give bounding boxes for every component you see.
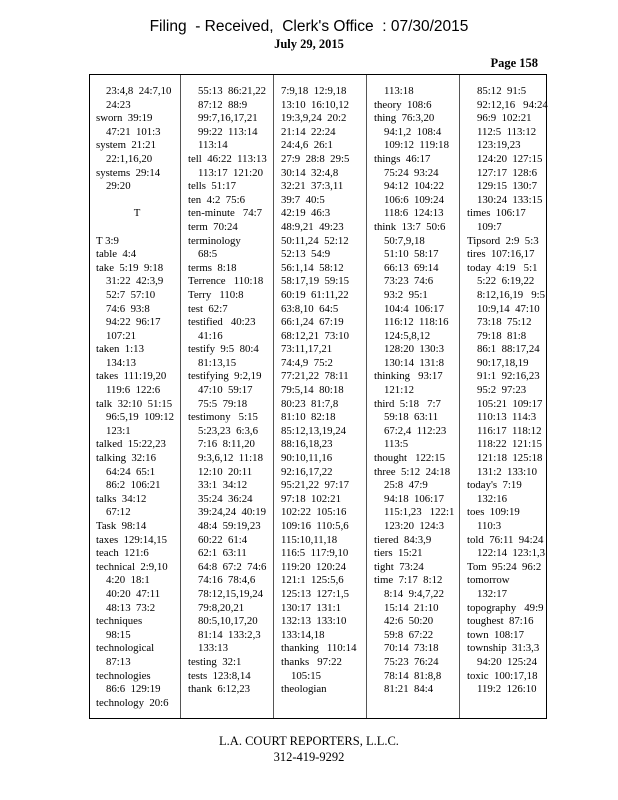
filing-stamp: Filing - Received, Clerk's Office : 07/30/2015 bbox=[149, 18, 469, 35]
index-reference-line: 122:14 123:1,3 bbox=[477, 547, 546, 560]
index-reference-line: 50:7,9,18 bbox=[384, 234, 425, 247]
index-entry-line: told 76:11 94:24 bbox=[467, 533, 544, 546]
index-reference-line: 86:2 106:21 bbox=[106, 479, 161, 492]
index-entry-line: 90:10,11,16 bbox=[281, 452, 333, 465]
index-entry-line: 102:22 105:16 bbox=[281, 506, 347, 519]
index-reference-line: 116:12 118:16 bbox=[384, 316, 449, 329]
index-reference-line: 64:24 65:1 bbox=[106, 465, 156, 478]
index-entry-line: terms 8:18 bbox=[188, 261, 237, 274]
index-entry-line: technology 20:6 bbox=[96, 696, 169, 709]
index-reference-line: 123:20 124:3 bbox=[384, 520, 444, 532]
index-reference-line: 60:22 61:4 bbox=[198, 533, 248, 546]
index-entry-line: tiered 84:3,9 bbox=[374, 533, 432, 546]
index-reference-line: 51:10 58:17 bbox=[384, 248, 439, 261]
index-entry-line: topography 49:9 bbox=[467, 601, 544, 614]
index-entry-line: technologies bbox=[96, 669, 151, 682]
index-entry-line: 79:5,14 80:18 bbox=[281, 384, 344, 397]
index-reference-line: 86:6 129:19 bbox=[106, 683, 161, 696]
index-reference-line: 24:23 bbox=[106, 98, 131, 111]
index-reference-line: 91:1 92:16,23 bbox=[477, 370, 540, 383]
index-reference-line: 25:8 47:9 bbox=[384, 479, 428, 492]
index-reference-line: 132:16 bbox=[477, 492, 507, 505]
index-reference-line: 47:10 59:17 bbox=[198, 384, 253, 397]
index-reference-line: 35:24 36:24 bbox=[198, 492, 253, 505]
index-entry-line: Terrence 110:18 bbox=[188, 275, 264, 288]
index-reference-line: 31:22 42:3,9 bbox=[106, 275, 164, 288]
index-entry-line: 125:13 127:1,5 bbox=[281, 587, 350, 600]
index-reference-line: 12:10 20:11 bbox=[198, 465, 253, 478]
index-reference-line: 130:24 133:15 bbox=[477, 193, 543, 206]
index-reference-line: 78:12,15,19,24 bbox=[198, 587, 264, 600]
index-entry-line: 77:21,22 78:11 bbox=[281, 370, 349, 383]
index-reference-line: 75:24 93:24 bbox=[384, 166, 439, 179]
index-entry-line: time 7:17 8:12 bbox=[374, 574, 443, 587]
index-reference-line: 78:14 81:8,8 bbox=[384, 669, 442, 682]
index-entry-line: testify 9:5 80:4 bbox=[188, 343, 259, 356]
index-entry-line: testifying 9:2,19 bbox=[188, 370, 262, 383]
word-index-box bbox=[89, 74, 547, 719]
document-date: July 29, 2015 bbox=[274, 37, 344, 51]
index-reference-line: 79:18 81:8 bbox=[477, 329, 527, 342]
index-entry-line: talk 32:10 51:15 bbox=[96, 397, 173, 410]
index-entry-line: 119:20 120:24 bbox=[281, 560, 346, 573]
index-entry-line: testified 40:23 bbox=[188, 316, 256, 329]
index-reference-line: 79:8,20,21 bbox=[198, 601, 245, 614]
index-reference-line: 22:1,16,20 bbox=[106, 152, 153, 165]
index-entry-line: township 31:3,3 bbox=[467, 642, 540, 655]
index-entry-line: tomorrow bbox=[467, 574, 510, 587]
index-entry-line: 74:4,9 75:2 bbox=[281, 356, 333, 369]
index-entry-line: 21:14 22:24 bbox=[281, 125, 336, 138]
index-reference-line: 133:13 bbox=[198, 642, 228, 655]
index-entry-line: 73:11,17,21 bbox=[281, 343, 333, 356]
index-reference-line: 94:22 96:17 bbox=[106, 316, 161, 329]
index-reference-line: 105:15 bbox=[291, 669, 321, 682]
index-reference-line: 94:18 106:17 bbox=[384, 492, 444, 505]
index-entry-line: 116:5 117:9,10 bbox=[281, 547, 349, 560]
index-reference-line: 48:13 73:2 bbox=[106, 601, 156, 614]
index-entry-line: terminology bbox=[188, 234, 241, 247]
index-reference-line: 85:12 91:5 bbox=[477, 85, 527, 97]
index-reference-line: 109:12 119:18 bbox=[384, 139, 449, 152]
index-entry-line: take 5:19 9:18 bbox=[96, 261, 164, 274]
index-entry-line: tiers 15:21 bbox=[374, 547, 423, 560]
index-reference-line: 118:22 121:15 bbox=[477, 438, 542, 451]
index-entry-line: ten 4:2 75:6 bbox=[188, 193, 245, 206]
index-entry-line: 39:7 40:5 bbox=[281, 193, 325, 206]
index-reference-line: 39:24,24 40:19 bbox=[198, 506, 267, 519]
index-entry-line: 58:17,19 59:15 bbox=[281, 275, 350, 288]
index-entry-line: 115:10,11,18 bbox=[281, 533, 338, 546]
index-reference-line: 59:8 67:22 bbox=[384, 628, 434, 641]
index-entry-line: think 13:7 50:6 bbox=[374, 220, 446, 233]
index-reference-line: 134:13 bbox=[106, 356, 136, 369]
index-entry-line: 30:14 32:4,8 bbox=[281, 166, 339, 179]
index-reference-line: 93:2 95:1 bbox=[384, 288, 428, 301]
index-entry-line: Tom 95:24 96:2 bbox=[467, 560, 542, 573]
index-reference-line: 96:5,19 109:12 bbox=[106, 411, 175, 424]
index-reference-line: 130:14 131:8 bbox=[384, 356, 444, 369]
index-entry-line: 48:9,21 49:23 bbox=[281, 220, 344, 233]
index-entry-line: 32:21 37:3,11 bbox=[281, 180, 344, 193]
index-entry-line: toxic 100:17,18 bbox=[467, 669, 538, 682]
index-reference-line: 86:1 88:17,24 bbox=[477, 343, 540, 356]
index-reference-line: 59:18 63:11 bbox=[384, 411, 439, 424]
index-reference-line: 121:12 bbox=[384, 384, 414, 397]
index-reference-line: 4:20 18:1 bbox=[106, 574, 150, 587]
index-reference-line: 64:8 67:2 74:6 bbox=[198, 560, 267, 573]
index-reference-line: 112:5 113:12 bbox=[477, 125, 537, 138]
index-entry-line: third 5:18 7:7 bbox=[374, 397, 441, 410]
index-column-5 bbox=[467, 85, 549, 697]
index-reference-line: 73:23 74:6 bbox=[384, 275, 434, 288]
index-entry-line: technical 2:9,10 bbox=[96, 560, 168, 573]
index-entry-line: thank 6:12,23 bbox=[188, 683, 251, 696]
index-reference-line: 109:7 bbox=[477, 220, 502, 233]
index-entry-line: tires 107:16,17 bbox=[467, 248, 535, 261]
index-entry-line: today 4:19 5:1 bbox=[467, 261, 538, 274]
court-reporter-phone: 312-419-9292 bbox=[273, 750, 345, 764]
index-entry-line: Terry 110:8 bbox=[188, 288, 244, 301]
index-entry-line: talking 32:16 bbox=[96, 452, 156, 465]
index-entry-line: talked 15:22,23 bbox=[96, 438, 166, 451]
index-reference-line: 113:5 bbox=[384, 438, 409, 451]
index-reference-line: 128:20 130:3 bbox=[384, 343, 444, 356]
index-entry-line: 42:19 46:3 bbox=[281, 207, 331, 220]
index-reference-line: 52:7 57:10 bbox=[106, 288, 156, 301]
index-reference-line: 74:16 78:4,6 bbox=[198, 574, 256, 587]
index-entry-line: 13:10 16:10,12 bbox=[281, 98, 350, 111]
index-entry-line: 66:1,24 67:19 bbox=[281, 316, 344, 329]
index-entry-line: things 46:17 bbox=[374, 152, 431, 165]
index-reference-line: 121:18 125:18 bbox=[477, 452, 543, 465]
index-reference-line: 55:13 86:21,22 bbox=[198, 85, 267, 97]
index-entry-line: term 70:24 bbox=[188, 220, 238, 233]
index-reference-line: 75:23 76:24 bbox=[384, 655, 439, 668]
index-reference-line: 124:20 127:15 bbox=[477, 152, 543, 165]
page-number: Page 158 bbox=[490, 56, 538, 70]
index-reference-line: 98:15 bbox=[106, 628, 131, 641]
index-entry-line: toes 109:19 bbox=[467, 506, 520, 519]
index-entry-line: 63:8,10 64:5 bbox=[281, 302, 339, 315]
index-column-2 bbox=[188, 85, 270, 697]
index-entry-line: town 108:17 bbox=[467, 628, 524, 641]
index-entry-line: tests 123:8,14 bbox=[188, 669, 251, 682]
index-entry-line bbox=[96, 194, 178, 208]
index-entry-line: 27:9 28:8 29:5 bbox=[281, 152, 350, 165]
index-entry-line: thanking 110:14 bbox=[281, 642, 357, 655]
index-reference-line: 47:21 101:3 bbox=[106, 125, 161, 138]
index-reference-line: 115:1,23 122:1 bbox=[384, 506, 455, 519]
index-entry-line: teach 121:6 bbox=[96, 547, 149, 560]
index-column-4 bbox=[374, 85, 456, 697]
index-entry-line: tell 46:22 113:13 bbox=[188, 152, 267, 165]
index-entry-line: T 3:9 bbox=[96, 234, 119, 247]
index-reference-line: 113:17 121:20 bbox=[198, 166, 263, 179]
index-entry-line: 80:23 81:7,8 bbox=[281, 397, 339, 410]
index-reference-line: 118:6 124:13 bbox=[384, 207, 444, 220]
index-entry-line: 68:12,21 73:10 bbox=[281, 329, 350, 342]
index-entry-line: Task 98:14 bbox=[96, 520, 147, 532]
index-reference-line: 33:1 34:12 bbox=[198, 479, 248, 492]
index-entry-line: toughest 87:16 bbox=[467, 615, 534, 628]
index-entry-line: 60:19 61:11,22 bbox=[281, 288, 349, 301]
column-divider bbox=[366, 75, 367, 718]
index-reference-line: 132:17 bbox=[477, 587, 507, 600]
index-reference-line: 75:5 79:18 bbox=[198, 397, 248, 410]
index-entry-line: times 106:17 bbox=[467, 207, 526, 220]
column-divider bbox=[459, 75, 460, 718]
index-entry-line: theologian bbox=[281, 683, 327, 696]
index-entry-line: ten-minute 74:7 bbox=[188, 207, 263, 220]
index-entry-line bbox=[96, 221, 178, 235]
index-letter-heading: T bbox=[133, 207, 141, 220]
index-reference-line: 119:6 122:6 bbox=[106, 384, 161, 397]
index-entry-line: 85:12,13,19,24 bbox=[281, 424, 347, 437]
index-entry-line: testing 32:1 bbox=[188, 655, 242, 668]
index-entry-line: tight 73:24 bbox=[374, 560, 424, 573]
index-reference-line: 8:14 9:4,7,22 bbox=[384, 587, 444, 600]
index-entry-line: three 5:12 24:18 bbox=[374, 465, 451, 478]
index-entry-line: 88:16,18,23 bbox=[281, 438, 333, 451]
index-reference-line: 5:23,23 6:3,6 bbox=[198, 424, 258, 437]
index-reference-line: 41:16 bbox=[198, 329, 223, 342]
index-reference-line: 96:9 102:21 bbox=[477, 112, 532, 125]
index-entry-line: 132:13 133:10 bbox=[281, 615, 347, 628]
index-reference-line: 29:20 bbox=[106, 180, 131, 193]
index-column-3 bbox=[281, 85, 363, 697]
index-reference-line: 62:1 63:11 bbox=[198, 547, 247, 560]
index-reference-line: 81:21 84:4 bbox=[384, 683, 434, 696]
index-reference-line: 68:5 bbox=[198, 248, 218, 261]
index-entry-line: thanks 97:22 bbox=[281, 655, 342, 668]
index-reference-line: 94:1,2 108:4 bbox=[384, 125, 442, 138]
index-entry-line: sworn 39:19 bbox=[96, 112, 153, 125]
index-reference-line: 95:2 97:23 bbox=[477, 384, 527, 397]
index-entry-line: 121:1 125:5,6 bbox=[281, 574, 344, 587]
index-reference-line: 106:6 109:24 bbox=[384, 193, 444, 206]
index-entry-line: 130:17 131:1 bbox=[281, 601, 341, 614]
index-reference-line: 110:13 114:3 bbox=[477, 411, 537, 424]
index-reference-line: 70:14 73:18 bbox=[384, 642, 439, 655]
index-entry-line: taken 1:13 bbox=[96, 343, 144, 356]
index-reference-line: 94:12 104:22 bbox=[384, 180, 444, 193]
column-divider bbox=[180, 75, 181, 718]
index-entry-line: 81:10 82:18 bbox=[281, 411, 336, 424]
index-reference-line: 66:13 69:14 bbox=[384, 261, 439, 274]
index-reference-line: 10:9,14 47:10 bbox=[477, 302, 540, 315]
index-reference-line: 73:18 75:12 bbox=[477, 316, 532, 329]
index-reference-line: 40:20 47:11 bbox=[106, 587, 161, 600]
index-entry-line: thinking 93:17 bbox=[374, 370, 443, 383]
index-reference-line: 129:15 130:7 bbox=[477, 180, 537, 193]
index-reference-line: 74:6 93:8 bbox=[106, 302, 150, 315]
index-reference-line: 87:12 88:9 bbox=[198, 98, 248, 111]
index-entry-line: tells 51:17 bbox=[188, 180, 236, 193]
index-reference-line: 105:21 109:17 bbox=[477, 397, 543, 410]
index-reference-line: 8:12,16,19 9:5 bbox=[477, 288, 546, 301]
index-reference-line: 81:13,15 bbox=[198, 356, 237, 369]
index-reference-line: 23:4,8 24:7,10 bbox=[106, 85, 172, 97]
index-entry-line: thought 122:15 bbox=[374, 452, 446, 465]
index-entry-line: 24:4,6 26:1 bbox=[281, 139, 333, 152]
index-reference-line: 48:4 59:19,23 bbox=[198, 520, 261, 532]
index-entry-line: 97:18 102:21 bbox=[281, 492, 341, 505]
index-reference-line: 99:22 113:14 bbox=[198, 125, 258, 138]
index-entry-line: today's 7:19 bbox=[467, 479, 522, 492]
index-entry-line: testimony 5:15 bbox=[188, 411, 258, 424]
index-reference-line: 67:12 bbox=[106, 506, 131, 519]
index-reference-line: 90:17,18,19 bbox=[477, 356, 529, 369]
index-entry-line: 56:1,14 58:12 bbox=[281, 261, 344, 274]
index-entry-line: 52:13 54:9 bbox=[281, 248, 331, 261]
index-entry-line: takes 111:19,20 bbox=[96, 370, 167, 383]
index-reference-line: 124:5,8,12 bbox=[384, 329, 431, 342]
index-entry-line: 19:3,9,24 20:2 bbox=[281, 112, 347, 125]
index-reference-line: 92:12,16 94:24 bbox=[477, 98, 548, 111]
index-reference-line: 9:3,6,12 11:18 bbox=[198, 452, 263, 465]
index-entry-line: systems 29:14 bbox=[96, 166, 161, 179]
index-entry-line: 133:14,18 bbox=[281, 628, 325, 641]
index-entry-line: thing 76:3,20 bbox=[374, 112, 435, 125]
index-reference-line: 81:14 133:2,3 bbox=[198, 628, 261, 641]
index-reference-line: 116:17 118:12 bbox=[477, 424, 542, 437]
index-reference-line: 7:16 8:11,20 bbox=[198, 438, 255, 451]
column-divider bbox=[273, 75, 274, 718]
court-reporter-name: L.A. COURT REPORTERS, L.L.C. bbox=[219, 734, 399, 748]
index-reference-line: 104:4 106:17 bbox=[384, 302, 444, 315]
index-reference-line: 99:7,16,17,21 bbox=[198, 112, 258, 125]
index-reference-line: 80:5,10,17,20 bbox=[198, 615, 258, 628]
index-reference-line: 94:20 125:24 bbox=[477, 655, 537, 668]
index-reference-line: 123:1 bbox=[106, 424, 131, 437]
index-reference-line: 113:18 bbox=[384, 85, 414, 97]
index-entry-line: techniques bbox=[96, 615, 143, 628]
index-reference-line: 113:14 bbox=[198, 139, 228, 152]
index-entry-line: 92:16,17,22 bbox=[281, 465, 333, 478]
index-entry-line: 109:16 110:5,6 bbox=[281, 520, 349, 532]
index-entry-line: test 62:7 bbox=[188, 302, 228, 315]
index-entry-line: taxes 129:14,15 bbox=[96, 533, 168, 546]
index-reference-line: 15:14 21:10 bbox=[384, 601, 439, 614]
index-reference-line: 42:6 50:20 bbox=[384, 615, 434, 628]
index-reference-line: 67:2,4 112:23 bbox=[384, 424, 447, 437]
index-entry-line: 95:21,22 97:17 bbox=[281, 479, 350, 492]
index-entry-line: table 4:4 bbox=[96, 248, 137, 261]
index-entry-line: 50:11,24 52:12 bbox=[281, 234, 349, 247]
index-reference-line: 131:2 133:10 bbox=[477, 465, 537, 478]
index-reference-line: 123:19,23 bbox=[477, 139, 521, 152]
index-entry-line: technological bbox=[96, 642, 155, 655]
index-entry-line: 7:9,18 12:9,18 bbox=[281, 85, 347, 97]
index-entry-line: talks 34:12 bbox=[96, 492, 147, 505]
index-entry-line: system 21:21 bbox=[96, 139, 156, 152]
index-column-1 bbox=[96, 85, 178, 710]
index-entry-line: theory 108:6 bbox=[374, 98, 432, 111]
index-reference-line: 5:22 6:19,22 bbox=[477, 275, 535, 288]
index-reference-line: 110:3 bbox=[477, 520, 502, 532]
index-reference-line: 87:13 bbox=[106, 655, 131, 668]
index-reference-line: 127:17 128:6 bbox=[477, 166, 537, 179]
index-reference-line: 119:2 126:10 bbox=[477, 683, 537, 696]
index-entry-line: Tipsord 2:9 5:3 bbox=[467, 234, 539, 247]
index-reference-line: 107:21 bbox=[106, 329, 136, 342]
